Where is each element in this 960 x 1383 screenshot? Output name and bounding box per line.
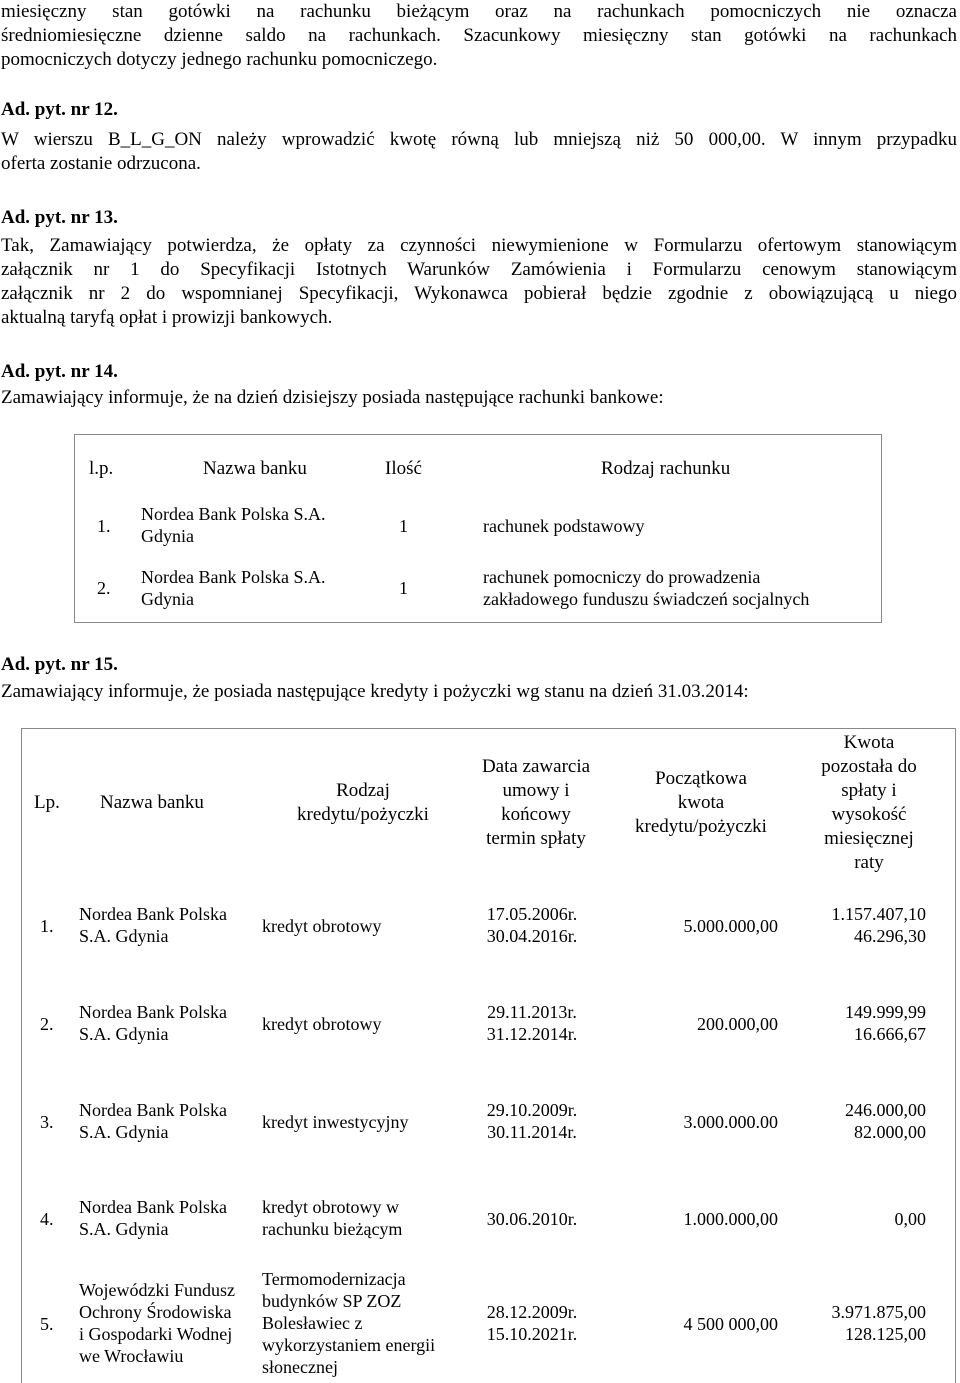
header-line: umowy i — [502, 780, 570, 801]
accounts-row-2-type — [483, 566, 809, 610]
bank-city-line: Gdynia — [141, 589, 194, 609]
header-line: miesięcznej — [824, 828, 914, 849]
intro-line-2: średniomiesięczne dzienne saldo na rachunkach. Szacunkowy miesięczny stan gotówki na rachunkach — [1, 25, 957, 46]
accounts-header-count: Ilość — [385, 458, 422, 479]
cell-line: rachunku bieżącym — [262, 1219, 403, 1239]
cell-line: 1.157.407,10 — [831, 904, 926, 924]
cell-line: Nordea Bank Polska — [79, 904, 227, 924]
section-13-heading: Ad. pyt. nr 13. — [1, 207, 118, 228]
loans-row-5-dates — [468, 1301, 596, 1345]
loans-table — [21, 728, 956, 1383]
header-line: końcowy — [501, 804, 571, 825]
cell-line: 29.10.2009r. — [486, 1100, 578, 1120]
cell-line: 15.10.2021r. — [486, 1324, 578, 1344]
intro-line-1: miesięczny stan gotówki na rachunku bieżącym oraz na rachunkach pomocniczych nie oznacza — [1, 1, 957, 22]
section-13-line-3: załącznik nr 2 do wspomnianej Specyfikacji, Wykonawca pobierał będzie zgodnie z obowiązującą u niego — [1, 283, 957, 304]
cell-line: 31.12.2014r. — [486, 1024, 578, 1044]
header-line: termin spłaty — [486, 828, 586, 849]
bank-city-line: Gdynia — [141, 526, 194, 546]
accounts-row-1-lp: 1. — [97, 516, 111, 536]
section-15-text: Zamawiający informuje, że posiada następujące kredyty i pożyczki wg stanu na dzień 31.03.2014: — [1, 681, 749, 702]
header-line: spłaty i — [841, 780, 897, 801]
section-13-line-2: załącznik nr 1 do Specyfikacji Istotnych Warunków Zamówienia i Formularzu cenowym stanowiącym — [1, 259, 957, 280]
loans-row-1-initial: 5.000.000,00 — [683, 916, 778, 936]
loans-header-kind — [270, 779, 456, 827]
loans-header-dates — [468, 755, 604, 851]
cell-line: S.A. Gdynia — [79, 1219, 169, 1239]
accounts-row-1-type: rachunek podstawowy — [483, 516, 645, 536]
account-type-line-1: rachunek pomocniczy do prowadzenia — [483, 567, 761, 587]
header-line: kredytu/pożyczki — [297, 804, 429, 825]
cell-line: 17.05.2006r. — [486, 904, 578, 924]
cell-line: S.A. Gdynia — [79, 1122, 169, 1142]
cell-line: Nordea Bank Polska — [79, 1002, 227, 1022]
section-13-text — [1, 234, 957, 330]
loans-row-3-lp: 3. — [40, 1112, 54, 1132]
cell-line: S.A. Gdynia — [79, 1024, 169, 1044]
loans-row-3-kind: kredyt inwestycyjny — [262, 1112, 409, 1132]
cell-line: 128.125,00 — [845, 1324, 926, 1344]
section-13-line-1: Tak, Zamawiający potwierdza, że opłaty za czynności niewymienione w Formularzu ofertowym stanowiącym — [1, 235, 957, 256]
cell-line: 3.971.875,00 — [831, 1302, 926, 1322]
loans-row-1-kind: kredyt obrotowy — [262, 916, 382, 936]
account-type-line-2: zakładowego funduszu świadczeń socjalnych — [483, 589, 810, 609]
loans-header-bank: Nazwa banku — [100, 792, 204, 813]
bank-name-line: Nordea Bank Polska S.A. — [141, 504, 326, 524]
cell-line: 30.04.2016r. — [486, 926, 578, 946]
loans-header-initial — [616, 767, 786, 839]
cell-line: 30.11.2014r. — [487, 1122, 577, 1142]
loans-row-2-initial: 200.000,00 — [697, 1014, 778, 1034]
cell-line: Bolesławiec z — [262, 1313, 363, 1333]
accounts-header-type: Rodzaj rachunku — [601, 458, 731, 479]
cell-line: Nordea Bank Polska — [79, 1100, 227, 1120]
cell-line: 28.12.2009r. — [486, 1302, 578, 1322]
section-14-heading: Ad. pyt. nr 14. — [1, 361, 118, 382]
section-12-line-2: oferta zostanie odrzucona. — [1, 153, 201, 174]
accounts-row-2-count: 1 — [399, 578, 408, 598]
section-12-text — [1, 128, 957, 176]
loans-row-4-bank — [79, 1196, 227, 1240]
loans-row-4-remaining: 0,00 — [894, 1209, 926, 1229]
loans-row-5-lp: 5. — [40, 1314, 54, 1334]
cell-line: 246.000,00 — [845, 1100, 926, 1120]
loans-row-3-initial: 3.000.000.00 — [683, 1112, 778, 1132]
cell-line: 82.000,00 — [854, 1122, 926, 1142]
loans-row-1-lp: 1. — [40, 916, 54, 936]
header-line: Rodzaj — [336, 780, 390, 801]
header-line: Data zawarcia — [481, 756, 591, 777]
loans-row-1-dates — [468, 903, 596, 947]
bank-name-line: Nordea Bank Polska S.A. — [141, 567, 326, 587]
loans-row-2-dates — [468, 1001, 596, 1045]
cell-line: 29.11.2013r. — [487, 1002, 577, 1022]
loans-row-2-remaining — [794, 1001, 926, 1045]
cell-line: i Gospodarki Wodnej — [79, 1324, 233, 1344]
intro-paragraph — [1, 0, 957, 72]
cell-line: 149.999,99 — [845, 1002, 926, 1022]
loans-row-2-lp: 2. — [40, 1014, 54, 1034]
header-line: kwota — [677, 792, 725, 813]
loans-row-3-bank — [79, 1099, 227, 1143]
cell-line: wykorzystaniem energii — [262, 1335, 436, 1355]
accounts-row-2-bank — [141, 566, 325, 610]
header-line: Kwota — [843, 732, 895, 753]
section-13-line-4: aktualną taryfą opłat i prowizji bankowych. — [1, 307, 333, 328]
loans-header-remaining — [794, 731, 944, 875]
section-15-heading: Ad. pyt. nr 15. — [1, 654, 118, 675]
loans-row-5-remaining — [794, 1301, 926, 1345]
loans-row-2-bank — [79, 1001, 227, 1045]
cell-line: Ochrony Środowiska — [79, 1302, 232, 1322]
header-line: pozostała do — [821, 756, 917, 777]
loans-row-3-dates — [468, 1099, 596, 1143]
loans-row-4-lp: 4. — [40, 1209, 54, 1229]
accounts-row-1-count: 1 — [399, 516, 408, 536]
loans-row-4-initial: 1.000.000,00 — [683, 1209, 778, 1229]
loans-row-5-initial: 4 500 000,00 — [683, 1314, 778, 1334]
cell-line: słonecznej — [262, 1357, 338, 1377]
cell-line: Wojewódzki Fundusz — [79, 1280, 236, 1300]
cell-line: Nordea Bank Polska — [79, 1197, 227, 1217]
loans-row-2-kind: kredyt obrotowy — [262, 1014, 382, 1034]
accounts-row-1-bank — [141, 503, 325, 547]
accounts-header-lp: l.p. — [89, 458, 114, 479]
cell-line: Termomodernizacja — [262, 1269, 406, 1289]
cell-line: kredyt obrotowy w — [262, 1197, 399, 1217]
cell-line: budynków SP ZOZ — [262, 1291, 402, 1311]
loans-row-1-bank — [79, 903, 227, 947]
loans-row-1-remaining — [794, 903, 926, 947]
accounts-table — [74, 434, 882, 623]
section-14-text: Zamawiający informuje, że na dzień dzisiejszy posiada następujące rachunki bankowe: — [1, 387, 664, 408]
cell-line: 16.666,67 — [854, 1024, 926, 1044]
loans-row-3-remaining — [794, 1099, 926, 1143]
section-12-heading: Ad. pyt. nr 12. — [1, 99, 118, 120]
cell-line: S.A. Gdynia — [79, 926, 169, 946]
loans-row-4-kind — [262, 1196, 402, 1240]
loans-row-5-bank — [79, 1279, 235, 1367]
loans-header-lp: Lp. — [34, 792, 60, 813]
loans-row-5-kind — [262, 1268, 435, 1378]
accounts-header-bank: Nazwa banku — [203, 458, 307, 479]
intro-line-3: pomocniczych dotyczy jednego rachunku pomocniczego. — [1, 49, 438, 70]
header-line: raty — [854, 852, 884, 873]
section-12-line-1: W wierszu B_L_G_ON należy wprowadzić kwotę równą lub mniejszą niż 50 000,00. W innym przypadku — [1, 129, 957, 150]
loans-row-4-dates: 30.06.2010r. — [486, 1209, 578, 1229]
cell-line: we Wrocławiu — [79, 1346, 184, 1366]
cell-line: 46.296,30 — [854, 926, 926, 946]
header-line: wysokość — [831, 804, 907, 825]
header-line: Początkowa — [655, 768, 747, 789]
accounts-row-2-lp: 2. — [97, 578, 111, 598]
header-line: kredytu/pożyczki — [635, 816, 767, 837]
